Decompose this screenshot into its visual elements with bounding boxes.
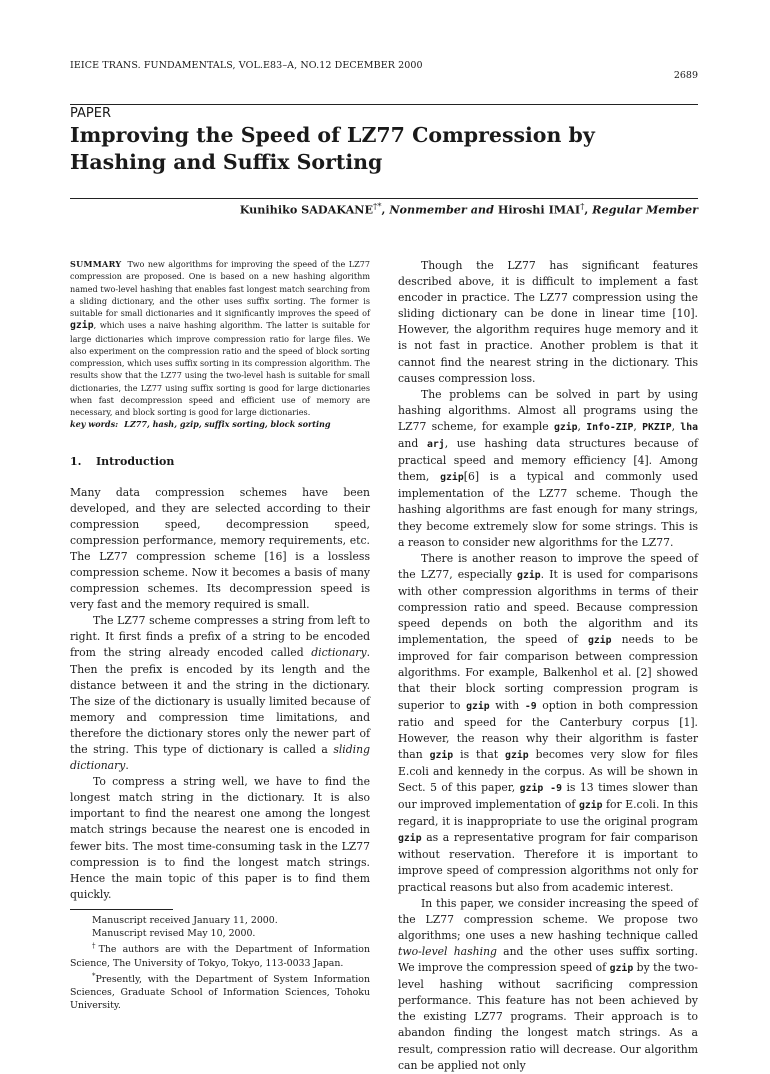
paragraph: There is another reason to improve the speed of the LZ77, especially gzip. It is used for comparisons with other compression algorithms in terms of their compression ratio and speed. Because compression speed depends on both the algorithm and its implementation, the speed of gzip needs to be improved for fair comparison between compression algorithms. For example, Balkenhol et al. [2] showed that their block sorting compression program is superior to gzip with -9 option in both compression ratio and speed for the Canterbury corpus [1]. However, the reason why their algorithm is faster than gzip is that gzip becomes very slow for files E.coli and kennedy in the corpus. As will be shown in Sect. 5 of this paper, gzip -9 is 13 times slower than our improved implementation of gzip for E.coli. In this regard, it is inappropriate to use the original program gzip as a representative program for fair comparison without reservation. Therefore it is important to improve speed of compression algorithms not only for practical reasons but also from academic interest.	[398, 551, 699, 894]
paragraph: The LZ77 scheme compresses a string from left to right. It first finds a prefix of a string to be encoded from the string already encoded called dictionary. Then the prefix is encoded by its length and the distance between it and the string in the dictionary. The size of the dictionary is usually limited because of memory and compression time limitations, and therefore the dictionary stores only the newer part of the string. This type of dictionary is called a sliding dictionary.	[70, 614, 370, 773]
title-divider	[70, 198, 698, 199]
running-header: IEICE TRANS. FUNDAMENTALS, VOL.E83–A, NO.12 DECEMBER 2000	[70, 60, 423, 71]
author-2-role: Regular Member	[592, 202, 698, 217]
right-column	[398, 258, 698, 1074]
author-2-name: Hiroshi IMAI	[497, 202, 581, 217]
footnote-divider	[70, 909, 173, 910]
keywords-label: key words:	[70, 419, 119, 430]
keywords	[70, 418, 370, 430]
author-1-marks: †*	[373, 202, 382, 212]
paragraph: The problems can be solved in part by using hashing algorithms. Almost all programs using the LZ77 scheme, for example gzip, Info-ZIP, PKZIP, lha and arj, use hashing data structures because of practical speed and memory efficiency [4]. Among them, gzip[6] is a typical and commonly used implementation of the LZ77 scheme. Though the hashing algorithms are fast enough for many strings, they become extremely slow for some strings. This is a reason to consider new algorithms for the LZ77.	[398, 387, 699, 549]
page-number: 2689	[673, 70, 698, 81]
author-1-role: Nonmember	[389, 202, 467, 217]
author-2-marks: †	[580, 202, 585, 212]
left-column	[70, 258, 370, 1013]
paragraph: Many data compression schemes have been developed, and they are selected according to their compression speed, decompression speed, compression performance, memory requirements, etc. The LZ77 compression scheme [16] is a lossless compression scheme. Now it becomes a basis of many compression schemes. Its decompression speed is very fast and the memory required is small.	[70, 485, 370, 612]
abstract: SUMMARY Two new algorithms for improving the speed of the LZ77 compression are proposed. One is based on a new hashing algorithm named two-level hashing that enables fast longest match searching from a sliding dictionary, and the other uses suffix sorting. The former is suitable for small dictionaries and it significantly improves the speed of gzip, which uses a naive hashing algorithm. The latter is suitable for large dictionaries which improve compression ratio for large files. We also experiment on the compression ratio and the speed of block sorting compression, which uses suffix sorting in its compression algorithm. The results show that the LZ77 using the two-level hash is suitable for small dictionaries, the LZ77 using suffix sorting is good for large dictionaries when fast decompression speed and efficient use of memory are necessary, and block sorting is good for large dictionaries.	[70, 259, 370, 417]
paragraph: To compress a string well, we have to find the longest match string in the dictionary. It is also important to find the nearest one among the longest match strings because the nearest one is encoded in fewer bits. The most time-consuming task in the LZ77 compression is to find the longest match strings. Hence the main topic of this paper is to find them quickly.	[70, 775, 370, 901]
paper-type-label: PAPER	[70, 104, 698, 121]
left-body-text	[70, 485, 370, 903]
section-title: Introduction	[96, 454, 175, 468]
footnote-received: Manuscript received January 11, 2000.	[92, 914, 278, 926]
author-conjunction: and	[470, 202, 494, 217]
footnote-present-address: *Presently, with the Department of System Information Sciences, Graduate School of Information Sciences, Tohoku University.	[70, 971, 370, 1012]
paragraph: Though the LZ77 has significant features described above, it is difficult to implement a fast encoder in practice. The LZ77 compression using the sliding dictionary can be done in linear time [10]. However, the algorithm requires huge memory and it is not fast in practice. Another problem is that it cannot find the nearest string in the dictionary. This causes compression loss.	[398, 259, 698, 385]
paragraph: In this paper, we consider increasing the speed of the LZ77 compression scheme. We propose two algorithms; one uses a new hashing technique called two-level hashing and the other uses suffix sorting. We improve the compression speed of gzip by the two-level hashing without sacrificing compression performance. This feature has not been achieved by the existing LZ77 programs. Their approach is to abandon finding the longest match strings. As a result, compression ratio will decrease. Our algorithm can be applied not only	[398, 896, 698, 1072]
abstract-label: SUMMARY	[70, 259, 122, 269]
footnotes	[70, 914, 370, 1013]
section-heading	[70, 455, 370, 468]
footnote-revised: Manuscript revised May 10, 2000.	[92, 928, 256, 940]
author-1-name: Kunihiko SADAKANE	[239, 202, 374, 217]
section-number: 1.	[70, 454, 82, 468]
paper-title: Improving the Speed of LZ77 Compression by Hashing and Suffix Sorting	[70, 123, 595, 174]
keywords-list: LZ77, hash, gzip, suffix sorting, block sorting	[124, 419, 331, 430]
footnote-affiliation: †The authors are with the Department of Information Science, The University of Tokyo, Tokyo, 113-0033 Japan.	[70, 942, 370, 969]
author-line: Kunihiko SADAKANE†*, Nonmember and Hiroshi IMAI†, Regular Member	[239, 202, 698, 217]
